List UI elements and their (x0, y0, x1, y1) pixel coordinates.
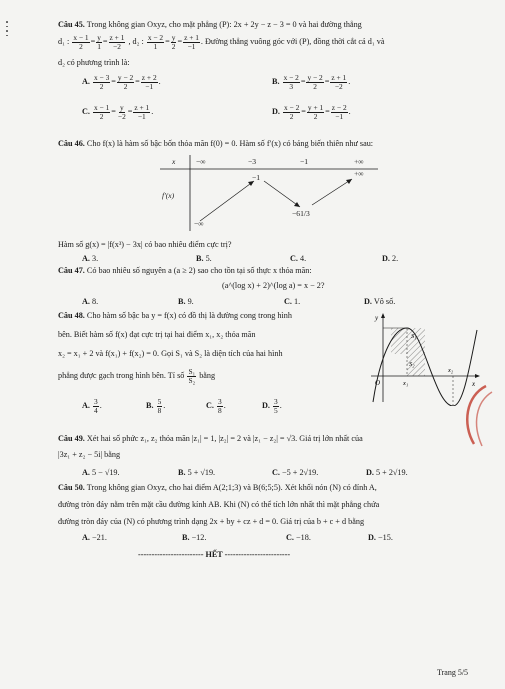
q47-option-b[interactable]: B. 9. (178, 297, 194, 306)
q48-option-a[interactable]: A. $\frac{3}{4}$ . (82, 397, 102, 415)
q45-line1 (58, 20, 362, 30)
margin-dots (6, 18, 10, 39)
graph-s2-label: S₂ (409, 361, 415, 368)
q45-d1-label: d₁ : (58, 37, 70, 47)
q45-line2-tail: . Đường thẳng vuông góc với (P), đồng thời cắt cả d₁ và (200, 37, 385, 47)
q47-equation: (a^(log x) + 2)^(log a) = x − 2? (222, 281, 325, 290)
q45-d2-frac: $\frac{x - 2}{1}$ (147, 33, 164, 51)
q45-line2: d₁ : $\frac{x - 1}{2}$ = $\frac{y}{1}$ = $\frac{z + 1}{-2}$ , d₂ : $\frac{x - 2}{1}$ = $\frac{y}{2}$ = $\frac{z + 1}{-1}$ . Đường thẳng vuông góc với (P), đồng thời cắt cả d₁ và (58, 33, 385, 51)
graph-x-label: x (472, 380, 476, 388)
q45-d2-label: , d₂ : (128, 37, 144, 47)
q48-option-d[interactable]: D. $\frac{3}{5}$ . (262, 397, 282, 415)
graph-x1-label: x₁ (403, 380, 409, 387)
arrow-up-1 (200, 181, 254, 221)
q47-option-d[interactable]: D. Vô số. (364, 297, 396, 306)
q46-option-d[interactable]: D. 2. (382, 254, 399, 263)
q45-d1-frac: $\frac{z + 1}{-2}$ (109, 33, 125, 51)
q46-line2: Hàm số g(x) = |f(x³) − 3x| có bao nhiêu điểm cực trị? (58, 240, 232, 249)
q45-d1-frac: $\frac{y}{1}$ (97, 33, 101, 51)
q46-option-a[interactable]: A. 3. (82, 254, 99, 263)
graph-s1-label: S₁ (411, 333, 417, 340)
q47-option-c[interactable]: C. 1. (284, 297, 301, 306)
table-x-label: x (172, 157, 176, 166)
q49-option-c[interactable]: C. −5 + 2√19. (272, 468, 319, 477)
q46-option-c[interactable]: C. 4. (290, 254, 307, 263)
table-value: −61/3 (292, 209, 310, 218)
q50-option-c[interactable]: C. −18. (286, 533, 311, 542)
q48-label: Câu 48. (58, 311, 85, 320)
q48-option-b[interactable]: B. $\frac{5}{8}$ . (146, 397, 166, 415)
q49-option-a[interactable]: A. 5 − √19. (82, 468, 120, 477)
table-x-value: −3 (248, 157, 257, 166)
q45-line3: d₂ có phương trình là: (58, 58, 130, 67)
table-value: −1 (252, 173, 261, 182)
q47-line1: Câu 47. Có bao nhiêu số nguyên a (a ≥ 2) sao cho tồn tại số thực x thỏa mãn: (58, 266, 312, 275)
q45-label: Câu 45. (58, 20, 85, 29)
q47-option-a[interactable]: A. 8. (82, 297, 99, 306)
q45-option-c[interactable]: C. $\frac{x - 1}{2}$ = $\frac{y}{-2}$ = $\frac{z + 1}{-1}$ . (82, 103, 154, 121)
q45-option-b[interactable]: B. $\frac{x - 2}{3}$ = $\frac{y - 2}{2}$ = $\frac{z + 1}{-2}$ . (272, 73, 351, 91)
q50-label: Câu 50. (58, 483, 85, 492)
q48-line1: Câu 48. Cho hàm số bậc ba y = f(x) có đồ thị là đường cong trong hình (58, 311, 292, 320)
table-x-value: −1 (300, 157, 309, 166)
q45-d1-frac: $\frac{x - 1}{2}$ (73, 33, 89, 51)
graph-origin-label: O (375, 379, 381, 387)
q46-option-b[interactable]: B. 5. (196, 254, 212, 263)
q49-option-b[interactable]: B. 5 + √19. (178, 468, 216, 477)
q45-d2-frac: $\frac{y}{2}$ (171, 33, 176, 51)
q45-option-d[interactable]: D. $\frac{x - 2}{2}$ = $\frac{y + 1}{2}$ = $\frac{z - 2}{-1}$ . (272, 103, 351, 121)
q50-line1: Câu 50. Trong không gian Oxyz, cho hai điểm A(2;1;3) và B(6;5;5). Xét khối nón (N) có đỉnh A, (58, 483, 377, 492)
table-value: +∞ (354, 169, 364, 178)
red-stamp (456, 384, 496, 454)
end-marker: ------------------------ HẾT ------------------------ (138, 550, 291, 559)
q48-option-c[interactable]: C. $\frac{3}{8}$ . (206, 397, 226, 415)
region-s1 (391, 328, 425, 354)
table-value: −∞ (194, 219, 204, 228)
ratio-frac: $\frac{\text{S₁}}{\text{S₂}}$ (188, 367, 196, 385)
page-number: Trang 5/5 (437, 668, 469, 677)
variation-table (160, 155, 378, 231)
table-x-value: +∞ (354, 157, 364, 166)
q47-label: Câu 47. (58, 266, 85, 275)
q48-line3: x₂ = x₁ + 2 và f(x₁) + f(x₂) = 0. Gọi S₁ và S₂ là diện tích của hai hình (58, 349, 283, 358)
q49-label: Câu 49. (58, 434, 85, 443)
q50-option-a[interactable]: A. −21. (82, 533, 107, 542)
q45-text1: Trong không gian Oxyz, cho mặt phẳng (P): 2x + 2y − z − 3 = 0 và hai đường thẳng (86, 20, 362, 29)
table-x-value: −∞ (196, 157, 206, 166)
q48-line4: phẳng được gạch trong hình bên. Tỉ số $\frac{\text{S₁}}{\text{S₂}}$ bằng (58, 367, 216, 385)
table-row-label: f′(x) (162, 191, 175, 200)
arrow-up-2 (312, 179, 352, 205)
q46-line1: Câu 46. Cho f(x) là hàm số bậc bốn thỏa mãn f(0) = 0. Hàm số f′(x) có bảng biến thiên như sau: (58, 139, 374, 148)
q50-line2: đường tròn đáy nằm trên mặt cầu đường kính AB. Khi (N) có thể tích lớn nhất thì mặt phẳng chứa (58, 500, 380, 509)
q45-option-a[interactable]: A. $\frac{x - 3}{2}$ = $\frac{y - 2}{2}$ = $\frac{z + 2}{-1}$ . (82, 73, 161, 91)
arrow-down (264, 181, 300, 207)
q46-label: Câu 46. (58, 139, 85, 148)
q49-line1: Câu 49. Xét hai số phức z₁, z₂ thỏa mãn |z₁| = 1, |z₂| = 2 và |z₁ − z₂| = √3. Giá trị lớn nhất của (58, 434, 363, 443)
graph-y-label: y (375, 314, 379, 322)
q50-option-b[interactable]: B. −12. (182, 533, 207, 542)
q45-d2-frac: $\frac{z + 1}{-1}$ (184, 33, 199, 51)
q50-option-d[interactable]: D. −15. (368, 533, 393, 542)
q49-option-d[interactable]: D. 5 + 2√19. (366, 468, 408, 477)
q49-line2: |3z₁ + z₂ − 5i| bằng (58, 450, 121, 459)
q50-line3: đường tròn đáy của (N) có phương trình dạng 2x + by + cz + d = 0. Giá trị của b + c + d bằng (58, 517, 365, 526)
q48-line2: bên. Biết hàm số f(x) đạt cực trị tại hai điểm x₁, x₂ thỏa mãn (58, 330, 256, 339)
variation-table-lines (160, 155, 378, 231)
graph-x2-label: x₂ (448, 367, 454, 374)
